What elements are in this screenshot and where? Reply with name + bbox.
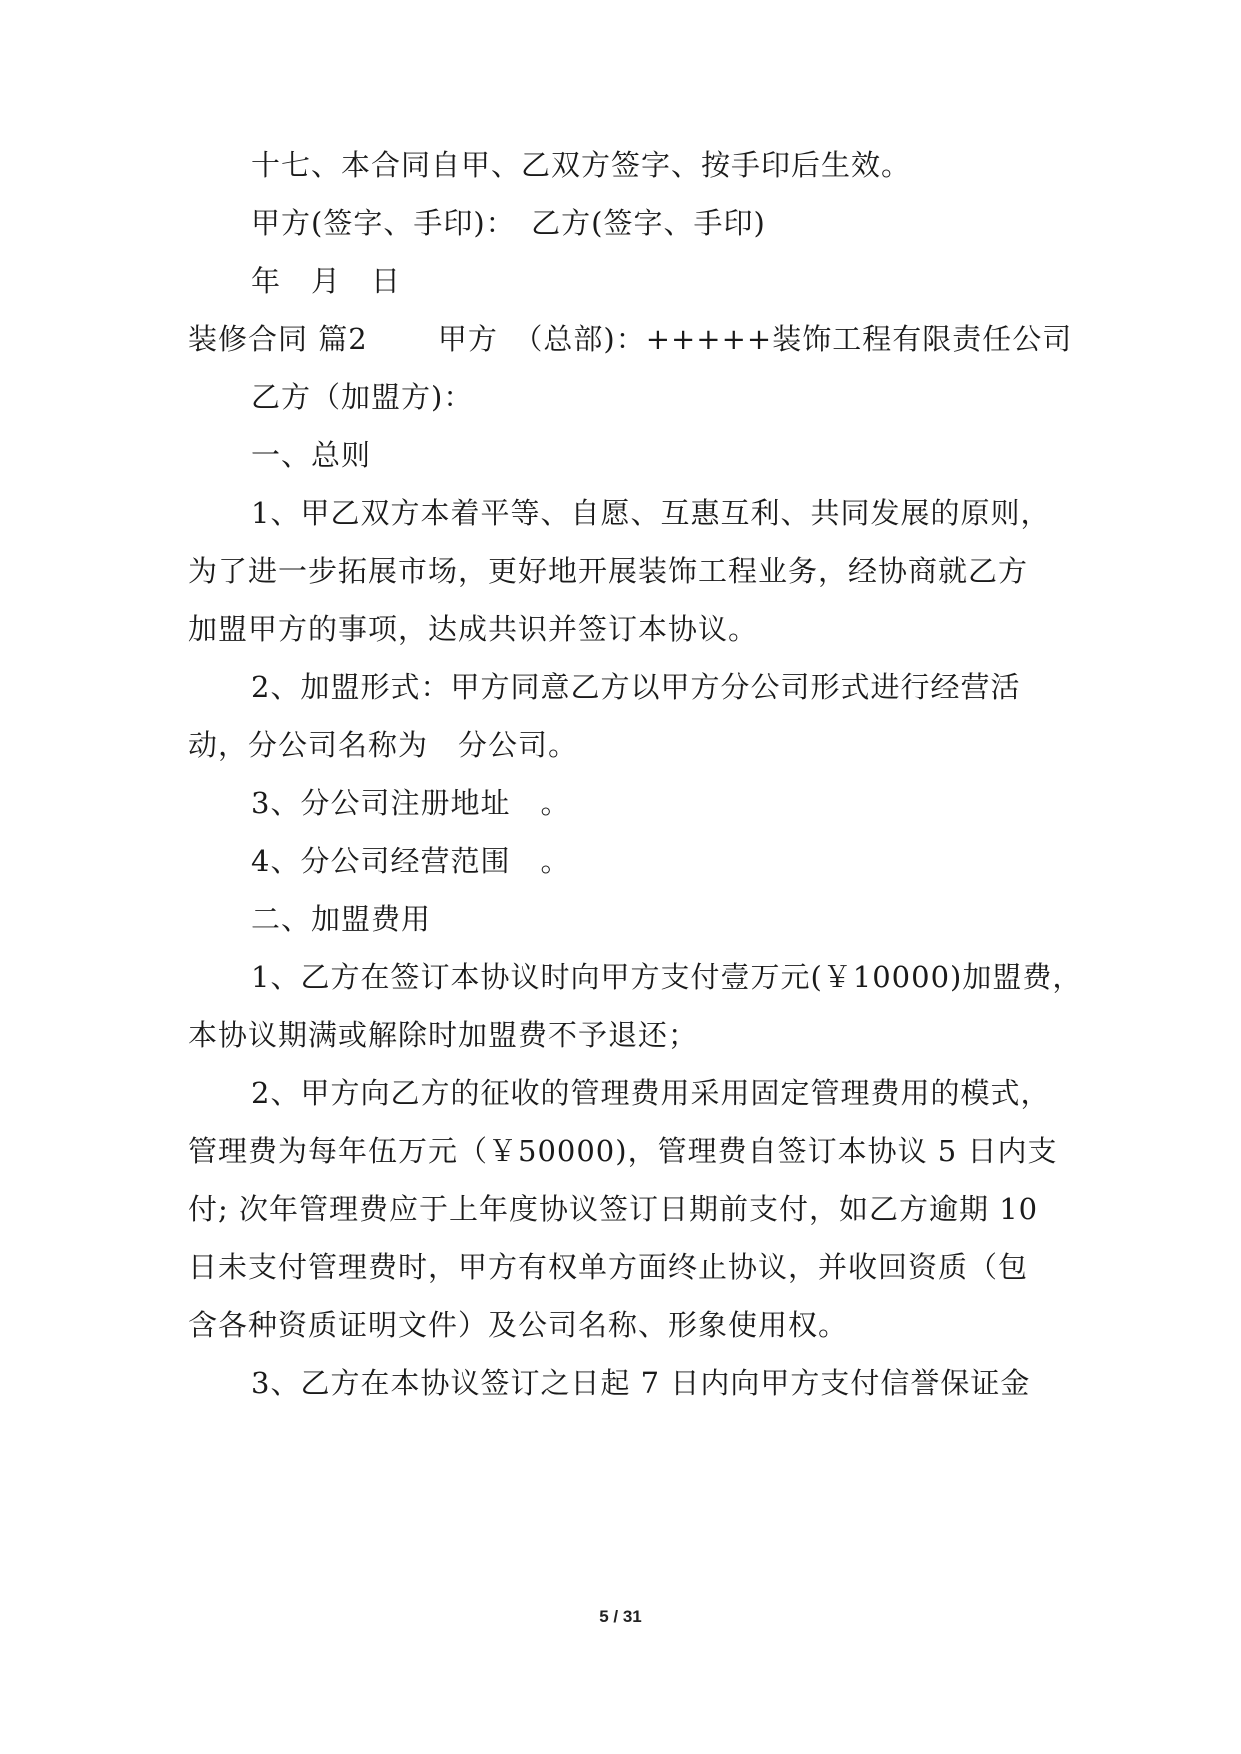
heading-franchise-fees: 二、加盟费用 bbox=[251, 902, 432, 936]
date-line: 年 月 日 bbox=[251, 264, 402, 298]
paragraph-line: 1、甲乙双方本着平等、自愿、互惠互利、共同发展的原则， bbox=[251, 496, 1051, 530]
heading-general-provisions: 一、总则 bbox=[251, 438, 372, 472]
paragraph-line: 动，分公司名称为 分公司。 bbox=[188, 728, 579, 762]
paragraph-line: 付; 次年管理费应于上年度协议签订日期前支付，如乙方逾期 10 bbox=[188, 1192, 1039, 1226]
paragraph-line: 含各种资质证明文件）及公司名称、形象使用权。 bbox=[188, 1308, 849, 1342]
paragraph-line: 为了进一步拓展市场，更好地开展装饰工程业务，经协商就乙方 bbox=[188, 554, 1029, 588]
party-b-line: 乙方（加盟方)： bbox=[251, 380, 474, 414]
paragraph-line: 3、乙方在本协议签订之日起 7 日内向甲方支付信誉保证金 bbox=[251, 1366, 1031, 1400]
page-number: 5 / 31 bbox=[599, 1607, 642, 1626]
paragraph-line: 加盟甲方的事项，达成共识并签订本协议。 bbox=[188, 612, 759, 646]
paragraph-line: 4、分公司经营范围 。 bbox=[251, 844, 571, 878]
signature-line: 甲方(签字、手印)： 乙方(签字、手印) bbox=[251, 206, 766, 240]
section-heading-contract-2: 装修合同 篇2 甲方 （总部)：+++++装饰工程有限责任公司 bbox=[188, 322, 1073, 356]
clause-17-text: 十七、本合同自甲、乙双方签字、按手印后生效。 bbox=[251, 148, 912, 182]
paragraph-line: 2、加盟形式：甲方同意乙方以甲方分公司形式进行经营活 bbox=[251, 670, 1021, 704]
paragraph-line: 3、分公司注册地址 。 bbox=[251, 786, 571, 820]
paragraph-line: 2、甲方向乙方的征收的管理费用采用固定管理费用的模式， bbox=[251, 1076, 1051, 1110]
paragraph-line: 日未支付管理费时，甲方有权单方面终止协议，并收回资质（包 bbox=[188, 1250, 1029, 1284]
paragraph-line: 管理费为每年伍万元（￥50000)，管理费自签订本协议 5 日内支 bbox=[188, 1134, 1058, 1168]
paragraph-line: 1、乙方在签订本协议时向甲方支付壹万元(￥10000)加盟费， bbox=[251, 960, 1083, 994]
paragraph-line: 本协议期满或解除时加盟费不予退还； bbox=[188, 1018, 699, 1052]
